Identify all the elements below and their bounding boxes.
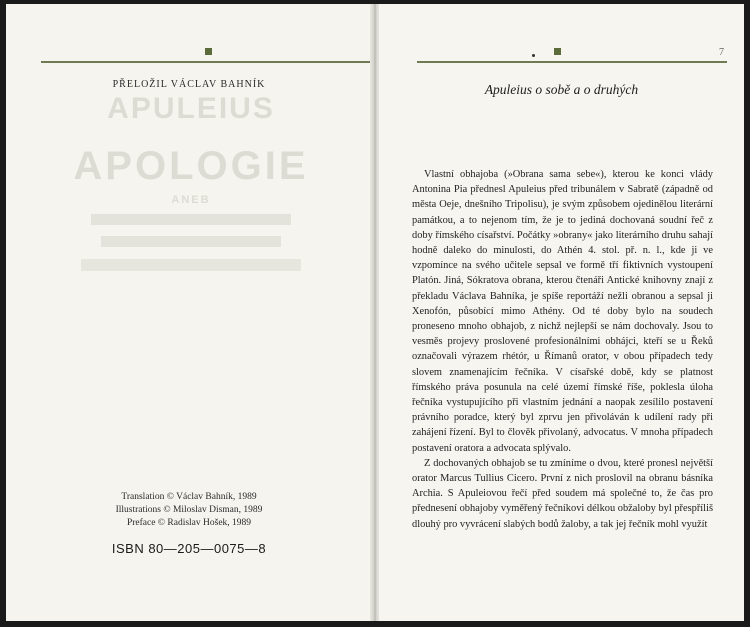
right-page [379,4,744,621]
copyright-credits [6,491,372,530]
show-through-block [91,214,291,225]
show-through-block [101,236,281,247]
credit-line: Illustrations © Miloslav Disman, 1989 [115,505,263,515]
left-page [6,4,372,621]
book-spread [6,4,744,621]
show-through-text: ANEB [171,194,211,206]
translator-credit: PŘELOŽIL VÁCLAV BAHNÍK [112,79,266,90]
credit-line: Preface © Radislav Hošek, 1989 [126,518,252,528]
credit-line: Translation © Václav Bahník, 1989 [121,492,257,502]
chapter-title: Apuleius o sobě a o druhých [484,82,639,97]
square-ornament-icon [554,48,561,55]
show-through-text: APULEIUS [107,92,275,125]
show-through-block [81,259,301,271]
square-ornament-icon [205,48,212,55]
isbn: ISBN 80—205—0075—8 [111,541,267,556]
dot-ornament-icon [532,54,535,57]
header-rule [41,61,371,63]
show-through-text: APOLOGIE [73,144,309,188]
header-rule [417,61,727,63]
body-text [412,167,713,532]
paragraph: Vlastní obhajoba (»Obrana sama sebe«), kterou ke konci vlády Antonina Pia přednesl Apuleius před tribunálem v Sabratě (západně od města Oeje, dnešního Tripolisu), je svým způsobem ojedinělou literární památkou, a to nejenom tím, že je to jediná dochovaná soudní řeč z doby římského císařství. Počátky »obrany« jako literárního druhu sahají hodně daleko do minulosti, do Athén 4. stol. př. n. l., kde ji ve vzpomínce na svého učitele sepsal ve formě tří fiktivních vystoupení Platón. Jiná, Sókratova obrana, kterou čtenáři Antické knihovny znají z překladu Václava Bahníka, je spíše reportáží nežli obranou a sepsal ji Xenofón, působící mimo Athény. Od té doby bylo na soudech proneseno mnoho obhajob, z nichž nejlepší se nám dochovaly. Jsou to vesměs projevy proslovené profesionálními obhájci, kteří se u Řeků označovali výrazem rhétór, u Římanů orator, v obou případech tedy slovem znamenajícím řečníka. V císařské době, kdy se platnost římského práva posunula na celé území římské říše, poklesla úloha řečníka vystupujícího při vlastním jednání a naopak zesílilo postavení právního poradce, který byl zprvu jen přivoláván k udílení rady při zahájení řízení. Byl to člověk přivolaný, advocatus. V mnoha případech postavení oratora a advocata splývalo. [412,169,713,454]
page-number: 7 [719,47,724,58]
paragraph: Z dochovaných obhajob se tu zmíníme o dvou, které pronesl největší orator Marcus Tullius Cicero. První z nich proslovil na obranu básníka Archia. S Apuleiovou řečí před soudem má společné to, že čas pro přednesení obhajoby vyměřený řečníkovi délkou obžaloby byl přespříliš dlouhý pro vyvrácení slabých bodů žaloby, a tak jej řečník mohl využít [412,457,713,530]
